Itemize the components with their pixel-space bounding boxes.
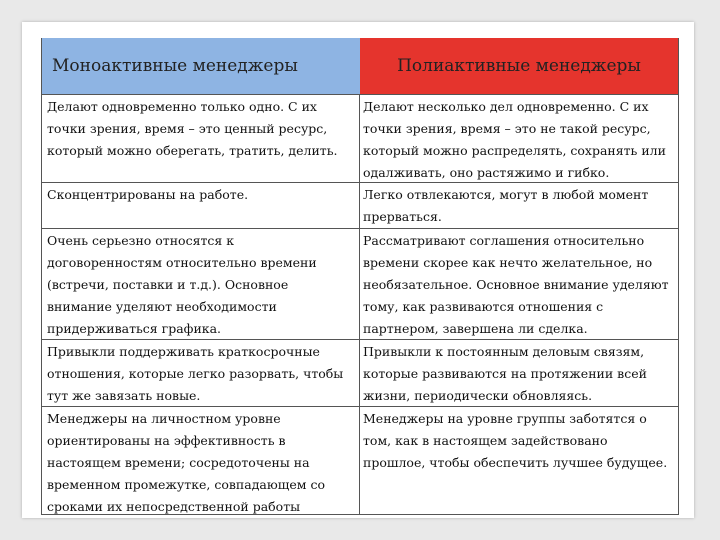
slide xyxy=(22,22,694,518)
table-header xyxy=(42,38,678,94)
table-row xyxy=(42,339,678,406)
cell-polyactive: Менеджеры на уровне группы заботятся о том, как в настоящем задействовано прошлое, чтобы обеспечить лучшее будущее. xyxy=(363,411,668,470)
cell-monoactive: Менеджеры на личностном уровне ориентированы на эффективность в настоящем времени; сосредоточены на временном промежутке, совпадающем со сроками их непосредственной работы xyxy=(42,407,360,515)
cell-monoactive: Делают одновременно только одно. С их точки зрения, время – это ценный ресурс, который можно оберегать, тратить, делить. xyxy=(42,95,360,182)
header-monoactive: Моноактивные менеджеры xyxy=(42,38,360,94)
cell-monoactive: Очень серьезно относятся к договоренностям относительно времени (встречи, поставки и т.д.). Основное внимание уделяют необходимости придерживаться графика. xyxy=(42,229,360,339)
table-row xyxy=(42,94,678,182)
table-row xyxy=(42,182,678,228)
cell-monoactive: Сконцентрированы на работе. xyxy=(42,183,360,228)
cell-monoactive: Привыкли поддерживать краткосрочные отношения, которые легко разорвать, чтобы тут же завязать новые. xyxy=(42,340,360,406)
header-polyactive: Полиактивные менеджеры xyxy=(360,38,678,94)
cell-polyactive: Привыкли к постоянным деловым связям, которые развиваются на протяжении всей жизни, периодически обновляясь. xyxy=(363,344,647,403)
cell-polyactive: Рассматривают соглашения относительно времени скорее как нечто желательное, но необязательное. Основное внимание уделяют тому, как развиваются отношения с партнером, завершена ли сделка. xyxy=(363,233,669,336)
cell-polyactive: Делают несколько дел одновременно. С их точки зрения, время – это не такой ресурс, который можно распределять, сохранять или одалживать, оно растяжимо и гибко. xyxy=(363,99,666,180)
table-row xyxy=(42,406,678,515)
comparison-table xyxy=(41,38,679,515)
table-row xyxy=(42,228,678,339)
cell-polyactive: Легко отвлекаются, могут в любой момент прерваться. xyxy=(363,187,649,224)
